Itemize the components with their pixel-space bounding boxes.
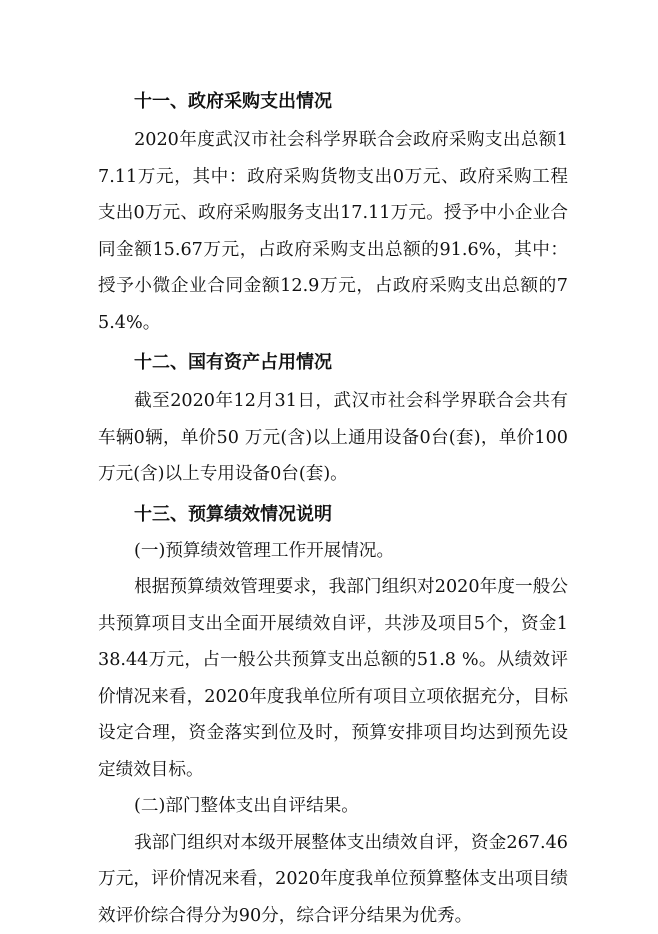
paragraph-state-assets: 截至2020年12月31日，武汉市社会科学界联合会共有车辆0辆，单价50 万元(含)以上通用设备0台(套)，单价100万元(含)以上专用设备0台(套)。 [98,383,568,493]
subsection-title-overall-self-evaluation: (二)部门整体支出自评结果。 [98,788,568,825]
paragraph-procurement: 2020年度武汉市社会科学界联合会政府采购支出总额17.11万元，其中：政府采购货物支出0万元、政府采购工程支出0万元、政府采购服务支出17.11万元。授予中小企业合同金额15.67万元，占政府采购支出总额的91.6%，其中：授予小微企业合同金额12.9万元，占政府采购支出总额的75.4%。 [98,122,568,341]
paragraph-overall-self-evaluation: 我部门组织对本级开展整体支出绩效自评，资金267.46万元，评价情况来看，2020年度我单位预算整体支出项目绩效评价综合得分为90分，综合评分结果为优秀。 [98,825,568,934]
subsection-title-performance-management: (一)预算绩效管理工作开展情况。 [98,533,568,570]
section-heading-state-assets: 十二、国有资产占用情况 [98,345,568,381]
document-body [98,84,568,934]
section-heading-procurement: 十一、政府采购支出情况 [98,84,568,120]
section-heading-performance: 十三、预算绩效情况说明 [98,497,568,533]
paragraph-performance-management: 根据预算绩效管理要求，我部门组织对2020年度一般公共预算项目支出全面开展绩效自评，共涉及项目5个，资金138.44万元，占一般公共预算支出总额的51.8 %。从绩效评价情况来看，2020年度我单位所有项目立项依据充分，目标设定合理，资金落实到位及时，预算安排项目均达到预先设定绩效目标。 [98,569,568,788]
